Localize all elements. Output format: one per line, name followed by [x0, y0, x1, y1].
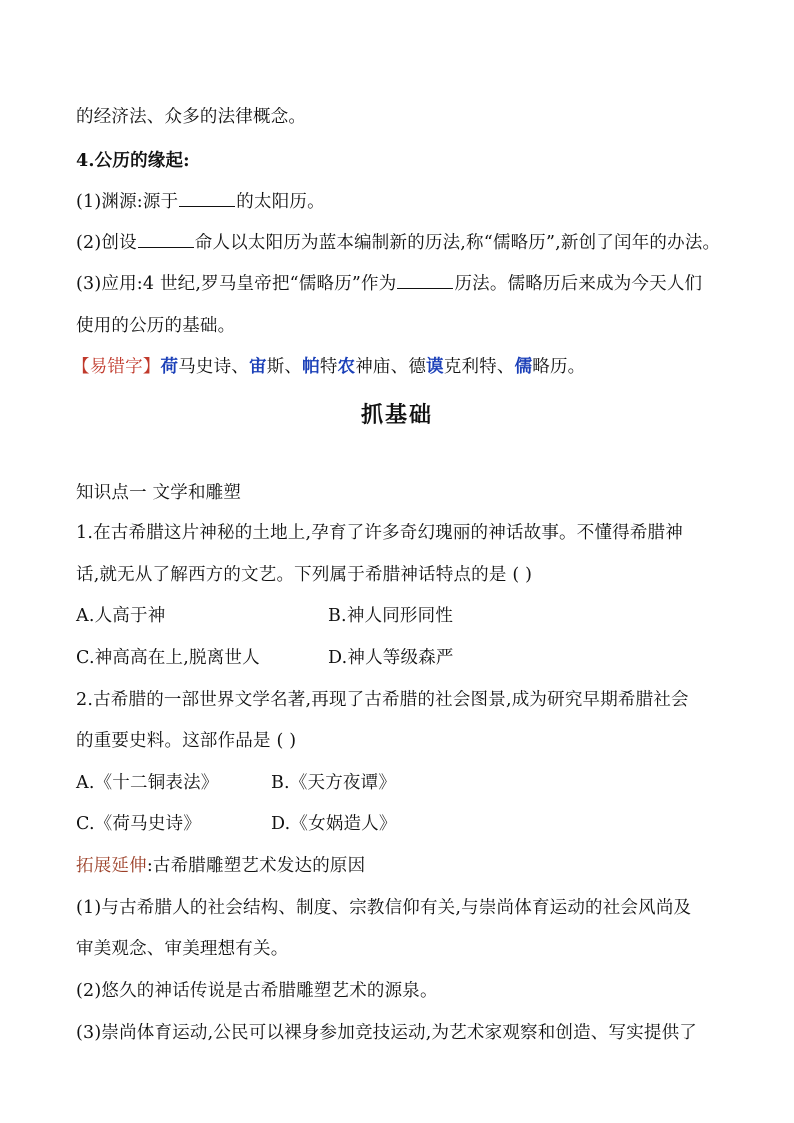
typo-char-6: 儒 — [514, 357, 533, 377]
section-title: 抓基础 — [360, 403, 433, 428]
fill-blank-3 — [397, 272, 453, 289]
extension-heading — [76, 854, 365, 878]
extension-text: :古希腊雕塑艺术发达的原因 — [146, 856, 366, 876]
q1-line-2: 话,就无从了解西方的文艺。下列属于希腊神话特点的是 ( ) — [76, 565, 533, 585]
typo-text-1: 马史诗、 — [178, 357, 250, 377]
typo-char-5: 谟 — [426, 357, 444, 377]
typo-text-3: 特 — [319, 357, 338, 377]
section-4-heading: 4.公历的缘起: — [76, 151, 190, 171]
typo-text-6: 略历。 — [532, 357, 586, 377]
typo-char-3: 帕 — [302, 357, 320, 377]
typo-char-2: 宙 — [249, 357, 267, 377]
ext-p3: (3)崇尚体育运动,公民可以裸身参加竞技运动,为艺术家观察和创造、写实提供了 — [76, 1023, 698, 1043]
s4-l3-text-a: (3)应用:4 世纪,罗马皇帝把“儒略历”作为 — [76, 274, 397, 294]
q1-line-1: 1.在古希腊这片神秘的土地上,孕育了许多奇幻瑰丽的神话故事。不懂得希腊神 — [76, 523, 683, 543]
s4-line-2 — [76, 231, 720, 255]
typo-text-4: 神庙、德 — [355, 357, 427, 377]
typo-char-4: 农 — [337, 357, 356, 377]
extension-tag: 拓展延伸 — [76, 856, 147, 876]
s4-l1-text-a: (1)渊源:源于 — [76, 192, 179, 212]
s4-line-3 — [76, 272, 702, 296]
typo-note — [72, 355, 585, 379]
q2-option-b: B.《天方夜谭》 — [271, 773, 397, 793]
intro-line: 的经济法、众多的法律概念。 — [76, 107, 307, 127]
ext-p2: (2)悠久的神话传说是古希腊雕塑艺术的源泉。 — [76, 981, 438, 1001]
typo-tag: 【易错字】 — [72, 357, 161, 377]
q1-option-b: B.神人同形同性 — [328, 606, 454, 626]
q2-line-2: 的重要史料。这部作品是 ( ) — [76, 731, 297, 751]
fill-blank-1 — [179, 190, 235, 207]
s4-l3-text-b: 历法。儒略历后来成为今天人们 — [454, 274, 703, 294]
s4-l1-text-b: 的太阳历。 — [236, 192, 325, 212]
ext-p1-line-1: (1)与古希腊人的社会结构、制度、宗教信仰有关,与崇尚体育运动的社会风尚及 — [76, 898, 692, 918]
s4-line-1 — [76, 190, 325, 214]
q1-option-c: C.神高高在上,脱离世人 — [76, 648, 260, 668]
q2-option-c: C.《荷马史诗》 — [76, 814, 201, 834]
q2-line-1: 2.古希腊的一部世界文学名著,再现了古希腊的社会图景,成为研究早期希腊社会 — [76, 690, 689, 710]
q1-option-d: D.神人等级森严 — [328, 648, 454, 668]
s4-l2-text-b: 命人以太阳历为蓝本编制新的历法,称“儒略历”,新创了闰年的办法。 — [194, 233, 721, 253]
q1-option-a: A.人高于神 — [76, 606, 166, 626]
s4-line-3-cont: 使用的公历的基础。 — [76, 316, 236, 336]
fill-blank-2 — [138, 231, 194, 248]
typo-text-5: 克利特、 — [443, 357, 515, 377]
typo-text-2: 斯、 — [266, 357, 303, 377]
topic-heading: 知识点一 文学和雕塑 — [76, 483, 242, 503]
s4-l2-text-a: (2)创设 — [76, 233, 137, 253]
q2-option-a: A.《十二铜表法》 — [76, 773, 219, 793]
typo-char-1: 荷 — [160, 357, 179, 377]
ext-p1-line-2: 审美观念、审美理想有关。 — [76, 939, 289, 959]
q2-option-d: D.《女娲造人》 — [271, 814, 397, 834]
